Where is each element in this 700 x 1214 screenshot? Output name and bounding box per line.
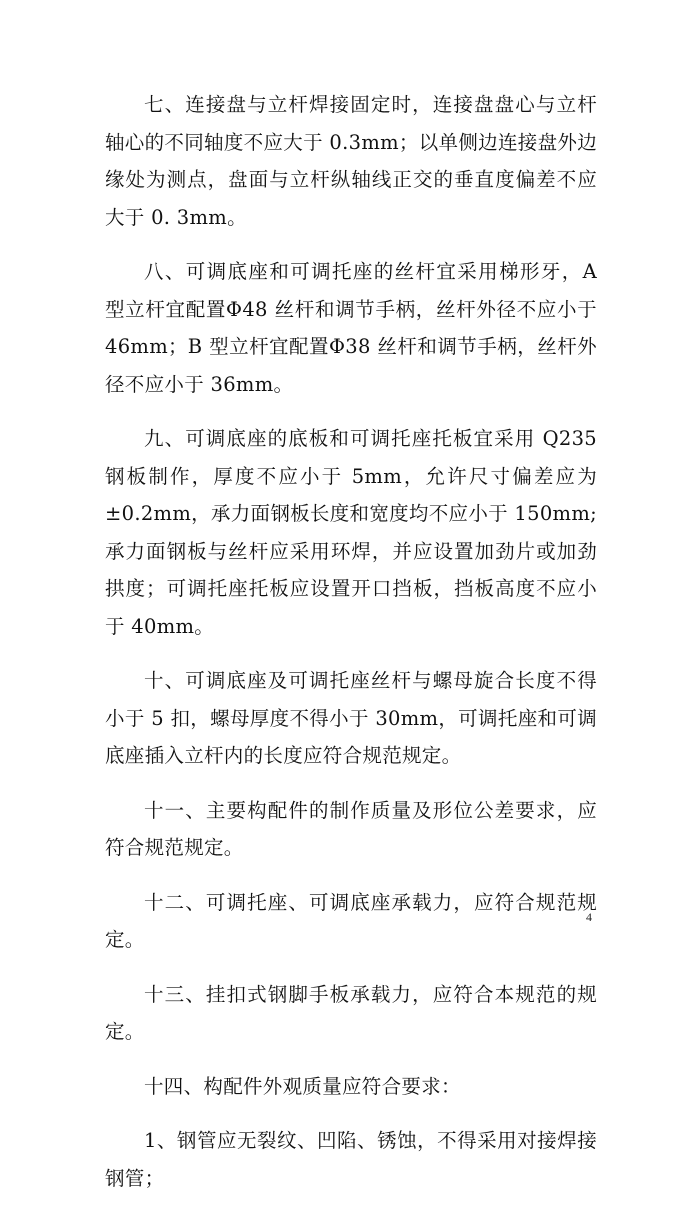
paragraph-14: 十四、构配件外观质量应符合要求： xyxy=(144,1074,461,1098)
paragraph-13: 十三、挂扣式钢脚手板承载力，应符合本规范的规定。 xyxy=(105,982,597,1043)
paragraph-9: 九、可调底座的底板和可调托座托板宜采用 Q235 钢板制作，厚度不应小于 5mm，允许尺寸偏差应为±0.2mm，承力面钢板长度和宽度均不应小于 150mm;承力面钢板与丝杆应采用环焊，并应设置加劲片或加劲拱度；可调托座托板应设置开口挡板，挡板高度不应小于 40mm。 xyxy=(105,427,598,638)
paragraph-7: 七、连接盘与立杆焊接固定时，连接盘盘心与立杆轴心的不同轴度不应大于 0.3mm；以单侧边连接盘外边缘处为测点，盘面与立杆纵轴线正交的垂直度偏差不应大于 0. 3mm。 xyxy=(105,93,597,229)
paragraph-8: 八、可调底座和可调托座的丝杆宜采用梯形牙，A 型立杆宜配置Φ48 丝杆和调节手柄，丝杆外径不应小于 46mm；B 型立杆宜配置Φ38 丝杆和调节手柄，丝杆外径不应小于 36mm。 xyxy=(105,260,597,396)
list-item-1: 1、钢管应无裂纹、凹陷、锈蚀，不得采用对接焊接钢管； xyxy=(105,1129,597,1190)
paragraph-12: 十二、可调托座、可调底座承载力，应符合规范规定。 xyxy=(105,890,597,951)
paragraph-11: 十一、主要构配件的制作质量及形位公差要求，应符合规范规定。 xyxy=(105,798,597,859)
page-number: 4 xyxy=(586,910,592,924)
paragraph-10: 十、可调底座及可调托座丝杆与螺母旋合长度不得小于 5 扣，螺母厚度不得小于 30mm，可调托座和可调底座插入立杆内的长度应符合规范规定。 xyxy=(105,669,597,767)
document-body xyxy=(105,86,597,1214)
